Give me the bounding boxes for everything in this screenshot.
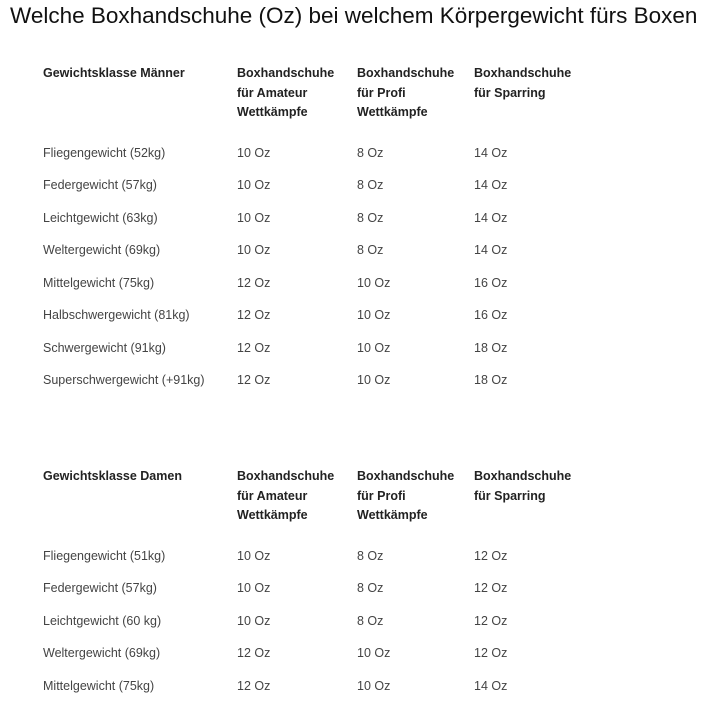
cell-sparring-gloves: 14 Oz — [474, 178, 508, 193]
cell-weight-class: Fliegengewicht (52kg) — [43, 145, 166, 160]
cell-pro-gloves: 10 Oz — [357, 308, 391, 323]
table-row — [43, 572, 594, 605]
table-row — [43, 637, 594, 670]
cell-amateur-gloves: 12 Oz — [237, 275, 271, 290]
cell-pro-gloves: 8 Oz — [357, 581, 384, 596]
column-header-line: Wettkämpfe — [357, 105, 428, 119]
column-header-pro-gloves — [357, 64, 474, 137]
cell-sparring-gloves: 16 Oz — [474, 275, 508, 290]
column-header-line: Boxhandschuhe — [474, 66, 572, 80]
cell-amateur-gloves: 10 Oz — [237, 581, 271, 596]
column-header-line: für Profi — [357, 85, 406, 100]
cell-pro-gloves: 10 Oz — [357, 646, 391, 661]
cell-sparring-gloves: 14 Oz — [474, 678, 508, 693]
column-header-line: Wettkämpfe — [237, 508, 308, 522]
table-row — [43, 202, 594, 235]
header-row — [43, 467, 594, 540]
cell-weight-class: Mittelgewicht (75kg) — [43, 275, 155, 290]
cell-pro-gloves: 8 Oz — [357, 243, 384, 258]
cell-weight-class: Schwergewicht (91kg) — [43, 340, 166, 355]
cell-weight-class: Federgewicht (57kg) — [43, 581, 157, 596]
cell-amateur-gloves: 12 Oz — [237, 678, 271, 693]
cell-pro-gloves: 10 Oz — [357, 678, 391, 693]
column-header-amateur-gloves — [237, 64, 357, 137]
column-header-weight-class — [43, 467, 237, 540]
column-header-weight-class — [43, 64, 237, 137]
cell-sparring-gloves: 16 Oz — [474, 308, 508, 323]
column-header-line: für Amateur — [237, 488, 308, 503]
cell-amateur-gloves: 12 Oz — [237, 373, 271, 388]
cell-pro-gloves: 10 Oz — [357, 275, 391, 290]
table-row — [43, 267, 594, 300]
column-header-line: Boxhandschuhe — [357, 469, 455, 483]
table-row — [43, 234, 594, 267]
cell-amateur-gloves: 10 Oz — [237, 210, 271, 225]
table-row — [43, 137, 594, 170]
column-header-sparring-gloves — [474, 467, 594, 540]
cell-amateur-gloves: 10 Oz — [237, 178, 271, 193]
column-header-line: Wettkämpfe — [237, 105, 308, 119]
table-header — [43, 467, 594, 540]
cell-weight-class: Weltergewicht (69kg) — [43, 243, 161, 258]
cell-weight-class: Leichtgewicht (63kg) — [43, 210, 158, 225]
cell-sparring-gloves: 14 Oz — [474, 243, 508, 258]
column-header-line: für Profi — [357, 488, 406, 503]
cell-pro-gloves: 8 Oz — [357, 178, 384, 193]
cell-sparring-gloves: 12 Oz — [474, 646, 508, 661]
table-row — [43, 169, 594, 202]
cell-weight-class: Fliegengewicht (51kg) — [43, 548, 166, 563]
cell-amateur-gloves: 10 Oz — [237, 548, 271, 563]
column-header-line: Boxhandschuhe — [357, 66, 455, 80]
table-body — [43, 137, 594, 397]
cell-weight-class: Federgewicht (57kg) — [43, 178, 157, 193]
table-header — [43, 64, 594, 137]
table-body — [43, 540, 594, 703]
column-header-line: für Sparring — [474, 85, 546, 100]
cell-amateur-gloves: 10 Oz — [237, 243, 271, 258]
column-header-line: Boxhandschuhe — [474, 469, 572, 483]
table-row — [43, 299, 594, 332]
cell-sparring-gloves: 14 Oz — [474, 145, 508, 160]
column-header-pro-gloves — [357, 467, 474, 540]
cell-pro-gloves: 8 Oz — [357, 145, 384, 160]
cell-sparring-gloves: 18 Oz — [474, 340, 508, 355]
column-header-amateur-gloves — [237, 467, 357, 540]
cell-sparring-gloves: 18 Oz — [474, 373, 508, 388]
cell-pro-gloves: 8 Oz — [357, 613, 384, 628]
cell-pro-gloves: 10 Oz — [357, 373, 391, 388]
cell-pro-gloves: 8 Oz — [357, 210, 384, 225]
cell-amateur-gloves: 10 Oz — [237, 145, 271, 160]
cell-weight-class: Superschwergewicht (+91kg) — [43, 373, 205, 388]
women-glove-size-table — [43, 467, 594, 702]
column-header-line: Boxhandschuhe — [237, 66, 335, 80]
column-header-line: Gewichtsklasse Damen — [43, 469, 182, 483]
cell-pro-gloves: 8 Oz — [357, 548, 384, 563]
column-header-sparring-gloves — [474, 64, 594, 137]
table-row — [43, 364, 594, 397]
column-header-line: für Sparring — [474, 488, 546, 503]
page-title: Welche Boxhandschuhe (Oz) bei welchem Körpergewicht fürs Boxen — [10, 3, 698, 28]
cell-sparring-gloves: 12 Oz — [474, 613, 508, 628]
cell-weight-class: Leichtgewicht (60 kg) — [43, 613, 162, 628]
table-row — [43, 605, 594, 638]
cell-amateur-gloves: 12 Oz — [237, 340, 271, 355]
column-header-line: Boxhandschuhe — [237, 469, 335, 483]
cell-sparring-gloves: 14 Oz — [474, 210, 508, 225]
header-row — [43, 64, 594, 137]
cell-amateur-gloves: 10 Oz — [237, 613, 271, 628]
table-row — [43, 670, 594, 703]
cell-pro-gloves: 10 Oz — [357, 340, 391, 355]
table-row — [43, 540, 594, 573]
cell-weight-class: Halbschwergewicht (81kg) — [43, 308, 190, 323]
men-glove-size-table — [43, 64, 594, 397]
cell-weight-class: Mittelgewicht (75kg) — [43, 678, 155, 693]
table-row — [43, 332, 594, 365]
cell-amateur-gloves: 12 Oz — [237, 308, 271, 323]
cell-sparring-gloves: 12 Oz — [474, 548, 508, 563]
cell-weight-class: Weltergewicht (69kg) — [43, 646, 161, 661]
cell-sparring-gloves: 12 Oz — [474, 581, 508, 596]
cell-amateur-gloves: 12 Oz — [237, 646, 271, 661]
column-header-line: Wettkämpfe — [357, 508, 428, 522]
column-header-line: Gewichtsklasse Männer — [43, 66, 185, 80]
column-header-line: für Amateur — [237, 85, 308, 100]
